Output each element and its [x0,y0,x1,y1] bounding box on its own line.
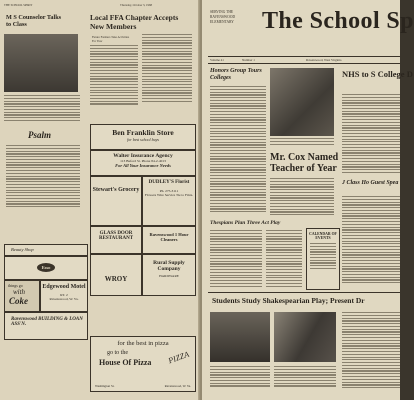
right-page [202,0,414,400]
nhs-article [342,94,400,176]
ben-franklin-tag: for best school buys [127,137,159,142]
class-headline: J Class Ho Guest Spea [342,180,399,186]
honors-headline: Honors Group Tours Colleges [210,68,262,81]
dudleys-name: DUDLEY'S Florist [148,180,190,185]
pizza-address: Washington St. [95,384,115,388]
shakespeare-article [342,312,400,392]
counselor-photo [4,34,78,92]
shakespeare-caption-2 [274,366,336,392]
ad-coke [4,280,40,312]
ad-ben-franklin [90,124,196,150]
masthead-title: The School Sp [262,8,414,34]
ad-stewarts-grocery [90,176,142,226]
section-rule [208,292,400,293]
ad-ravenswood-cleaners [142,226,196,254]
masthead-rule [208,56,400,57]
ad-house-of-pizza [90,336,196,392]
cleaners-name: Ravenswood 1 Hour Cleaners [149,232,189,242]
coke-line3: Coke [9,296,28,306]
ffa-subhead: Future Farmers Take Activities For Year [92,35,130,43]
shakespeare-headline: Students Study Shakespearian Play; Present Dr [212,296,365,305]
rural-tag: HARDWARE [159,274,179,278]
coke-line2: with [13,288,26,296]
ad-glass-door [90,226,142,254]
issue-number: Number 1 [242,58,255,62]
dudleys-phone: Ph. 275-3111 [159,189,179,193]
edgewood-name: Edgewood Motel [42,284,86,290]
esso-logo: Esso [37,263,55,272]
thespians-headline: Thespians Plan Three Act Play [210,220,281,226]
calendar-of-events [306,228,340,290]
building-name: Ravenswood BUILDING & LOAN ASS'N. [11,317,83,327]
cox-headline: Mr. Cox Named Teacher of Year [270,152,339,174]
beauty-shop-name: Beauty Shop [11,247,34,252]
cox-caption [270,138,334,150]
pizza-line3: House Of Pizza [99,358,152,367]
ad-walter-insurance [90,150,196,176]
folio-date: Thursday, October 3, 1968 [120,3,153,7]
nhs-headline: NHS to S College D [342,69,413,79]
issue-location: Ravenswood, West Virginia [306,58,342,62]
ad-esso [4,256,88,280]
folio-left: THE SCHOOL SPIRIT [4,3,33,7]
dateline-rule [208,63,400,64]
stewarts-name: Stewart's Grocery [92,187,140,193]
pizza-word: PIZZA [166,349,190,366]
dudleys-tag: Flowers Wire Service Tie to Fmrs. [144,193,194,197]
edgewood-city: Ravenswood, W. Va. [49,297,79,301]
ffa-headline: Local FFA Chapter Accepts New Members [90,13,179,31]
rural-name: Rural Supply Company [153,260,185,272]
pizza-city: Ravenswood, W. Va. [164,384,191,388]
cox-article [270,178,334,218]
ad-dudleys-florist [142,176,196,226]
edgewood-route: RT. 2 [60,293,68,297]
ffa-article-col2 [142,34,192,120]
walter-name: Walter Insurance Agency [113,153,173,159]
psalm-title: Psalm [28,130,52,140]
psalm-text [6,145,80,240]
left-page [0,0,200,400]
ad-building-loan [4,312,88,340]
walter-tag: For All Your Insurance Needs [115,163,171,168]
wroy-name: WROY [104,275,128,283]
ben-franklin-name: Ben Franklin Store [112,128,174,137]
calendar-title: CALENDAR OF EVENTS [309,232,337,240]
class-article [342,196,400,288]
cox-photo [270,68,334,136]
walter-address: 113 Buford St. Phone 84-2-4013 [120,159,166,163]
masthead-motto: SERVING THE RAVENSWOOD ELEMENTARY [210,10,236,24]
counselor-headline: M S Counselor Talks to Class [6,14,62,28]
thespians-col2 [266,230,302,290]
thespians-col1 [210,230,262,290]
volume-number: Volume 41 [210,58,224,62]
coke-line1: things go [8,283,23,288]
ad-beauty-shop [4,244,88,256]
ad-rural-supply [142,254,196,296]
glass-door-name: GLASS DOOR RESTAURANT [98,231,134,241]
ad-wroy [90,254,142,296]
ffa-article-col1 [90,45,138,120]
pizza-line2: go to the [107,350,128,356]
shakespeare-caption-1 [210,366,270,392]
shakespeare-photo-1 [210,312,270,362]
ad-edgewood-motel [40,280,88,312]
shakespeare-photo-2 [274,312,336,362]
pizza-line1: for the best in pizza [117,340,169,347]
honors-article [210,86,266,216]
